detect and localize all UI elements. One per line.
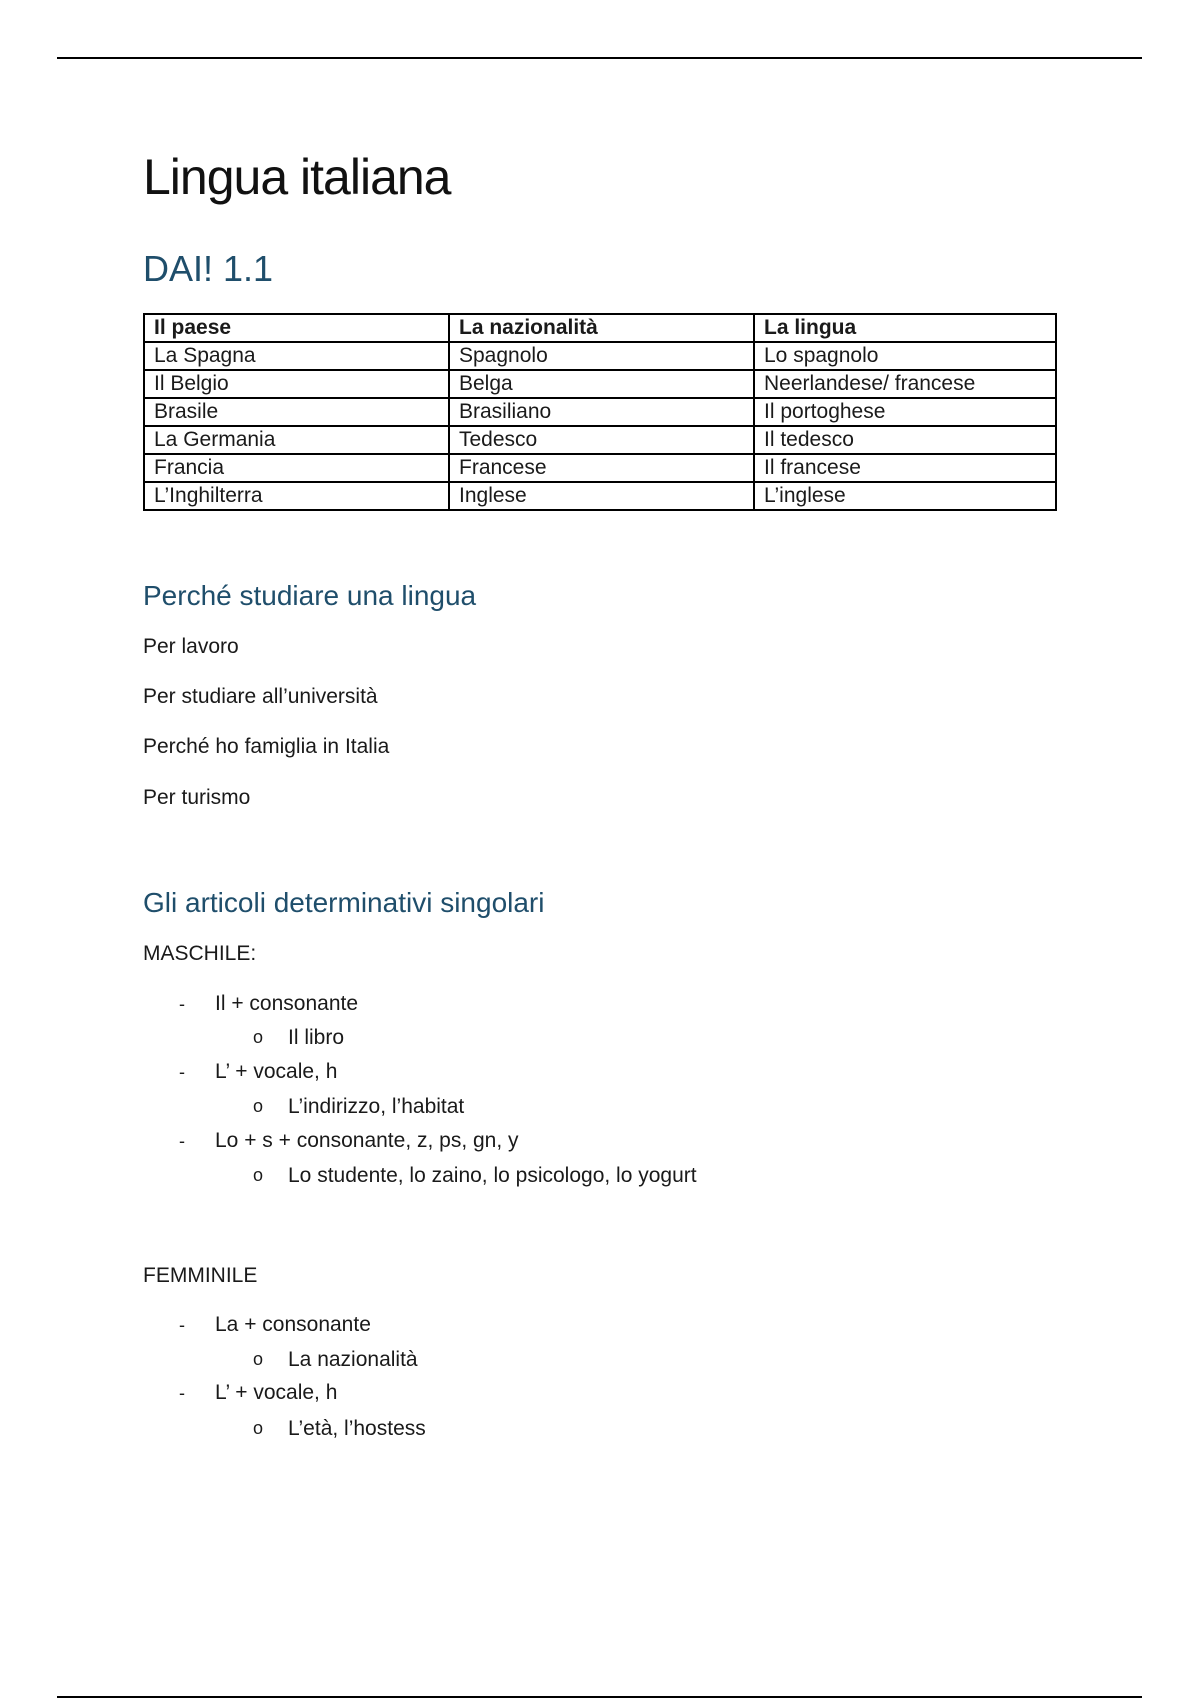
rule-item: L’ + vocale, h xyxy=(215,1060,338,1083)
section-heading-dai: DAI! 1.1 xyxy=(143,248,274,289)
table-row xyxy=(144,370,1056,398)
rule-item: Lo + s + consonante, z, ps, gn, y xyxy=(215,1129,519,1152)
table-cell: Il francese xyxy=(754,454,1056,482)
table-cell: La Germania xyxy=(144,426,449,454)
maschile-label: MASCHILE: xyxy=(143,942,257,965)
table-row xyxy=(144,398,1056,426)
table-header-cell: Il paese xyxy=(144,314,449,342)
reason-item: Per studiare all’università xyxy=(143,685,378,708)
table-row xyxy=(144,454,1056,482)
table-cell: La Spagna xyxy=(144,342,449,370)
table-row xyxy=(144,426,1056,454)
table-cell: L’inglese xyxy=(754,482,1056,510)
dash-bullet: - xyxy=(179,994,185,1014)
example-item: La nazionalità xyxy=(288,1348,418,1371)
table-header-cell: La nazionalità xyxy=(449,314,754,342)
table-row xyxy=(144,342,1056,370)
circle-bullet: o xyxy=(253,1418,264,1438)
table-cell: Spagnolo xyxy=(449,342,754,370)
top-rule xyxy=(57,57,1142,59)
page-title: Lingua italiana xyxy=(143,149,451,205)
section-heading-articoli: Gli articoli determinativi singolari xyxy=(143,887,545,918)
reason-item: Per turismo xyxy=(143,786,251,809)
dash-bullet: - xyxy=(179,1383,185,1403)
table-row xyxy=(144,482,1056,510)
circle-bullet: o xyxy=(253,1349,264,1369)
example-item: L’indirizzo, l’habitat xyxy=(288,1095,465,1118)
dash-bullet: - xyxy=(179,1315,185,1335)
example-item: L’età, l’hostess xyxy=(288,1417,426,1440)
table-cell: Lo spagnolo xyxy=(754,342,1056,370)
table-cell: Il Belgio xyxy=(144,370,449,398)
table-cell: Il tedesco xyxy=(754,426,1056,454)
example-item: Il libro xyxy=(288,1026,345,1049)
femminile-label: FEMMINILE xyxy=(143,1264,258,1287)
table-cell: Belga xyxy=(449,370,754,398)
example-item: Lo studente, lo zaino, lo psicologo, lo yogurt xyxy=(288,1164,697,1187)
rule-item: Il + consonante xyxy=(215,992,359,1015)
table-cell: Brasile xyxy=(144,398,449,426)
table-cell: Inglese xyxy=(449,482,754,510)
circle-bullet: o xyxy=(253,1096,264,1116)
dash-bullet: - xyxy=(179,1062,185,1082)
circle-bullet: o xyxy=(253,1027,264,1047)
rule-item: La + consonante xyxy=(215,1313,371,1336)
table-cell: L’Inghilterra xyxy=(144,482,449,510)
circle-bullet: o xyxy=(253,1165,264,1185)
rule-item: L’ + vocale, h xyxy=(215,1381,338,1404)
table-cell: Francia xyxy=(144,454,449,482)
table-cell: Neerlandese/ francese xyxy=(754,370,1056,398)
table-cell: Il portoghese xyxy=(754,398,1056,426)
table-cell: Brasiliano xyxy=(449,398,754,426)
bottom-rule xyxy=(57,1696,1142,1698)
table-cell: Francese xyxy=(449,454,754,482)
reason-item: Perché ho famiglia in Italia xyxy=(143,735,390,758)
section-heading-perche: Perché studiare una lingua xyxy=(143,580,477,611)
reason-item: Per lavoro xyxy=(143,635,239,658)
table-header-cell: La lingua xyxy=(754,314,1056,342)
table-cell: Tedesco xyxy=(449,426,754,454)
table-header-row xyxy=(144,314,1056,342)
dash-bullet: - xyxy=(179,1131,185,1151)
countries-table xyxy=(143,313,1057,511)
